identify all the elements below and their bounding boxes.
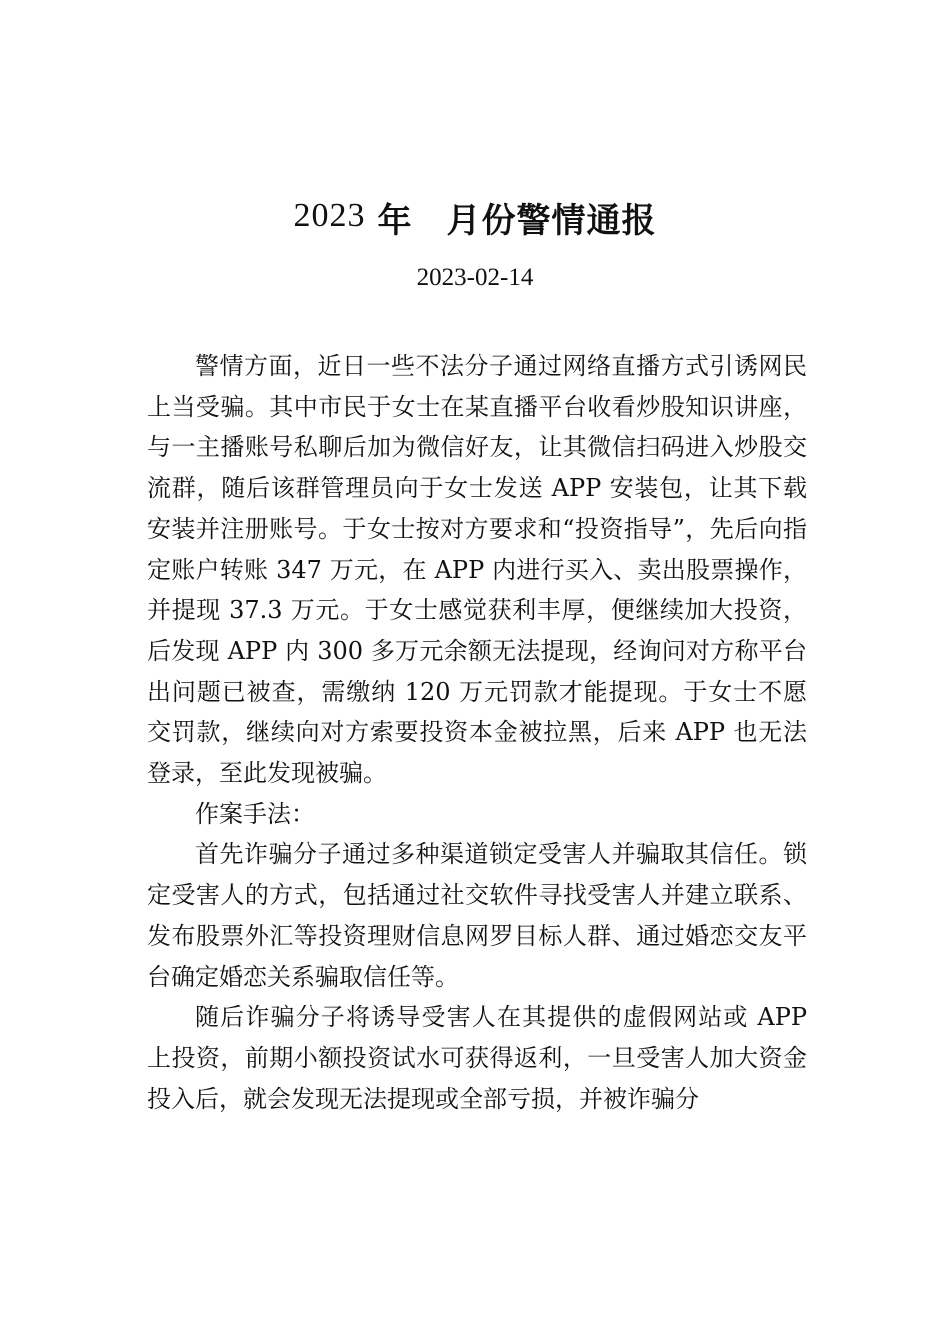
paragraph-incident: 警情方面，近日一些不法分子通过网络直播方式引诱网民上当受骗。其中市民于女士在某直播平台收看炒股知识讲座，与一主播账号私聊后加为微信好友，让其微信扫码进入炒股交流群，随后该群管理员向于女士发送 APP 安装包，让其下载安装并注册账号。于女士按对方要求和“投资指导”，先后向指定账户转账 347 万元，在 APP 内进行买入、卖出股票操作，并提现 37.3 万元。于女士感觉获利丰厚，便继续加大投资，后发现 APP 内 300 多万元余额无法提现，经询问对方称平台出问题已被查，需缴纳 120 万元罚款才能提现。于女士不愿交罚款，继续向对方索要投资本金被拉黑，后来 APP 也无法登录，至此发现被骗。 [147, 352, 807, 788]
document-body [147, 346, 807, 1119]
title-main: 月份警情通报 [446, 201, 657, 241]
paragraph-method-2: 随后诈骗分子将诱导受害人在其提供的虚假网站或 APP 上投资，前期小额投资试水可获得返利，一旦受害人加大资金投入后，就会发现无法提现或全部亏损，并被诈骗分 [147, 1003, 807, 1113]
title-year-unit: 年 [377, 201, 413, 241]
document-title [0, 196, 950, 247]
paragraph-method-1: 首先诈骗分子通过多种渠道锁定受害人并骗取其信任。锁定受害人的方式，包括通过社交软件寻找受害人并建立联系、发布股票外汇等投资理财信息网罗目标人群、通过婚恋交友平台确定婚恋关系骗取信任等。 [147, 840, 807, 991]
paragraph-method-heading: 作案手法： [195, 799, 315, 828]
document-date: 2023-02-14 [416, 264, 534, 291]
title-year: 2023 [293, 197, 366, 234]
